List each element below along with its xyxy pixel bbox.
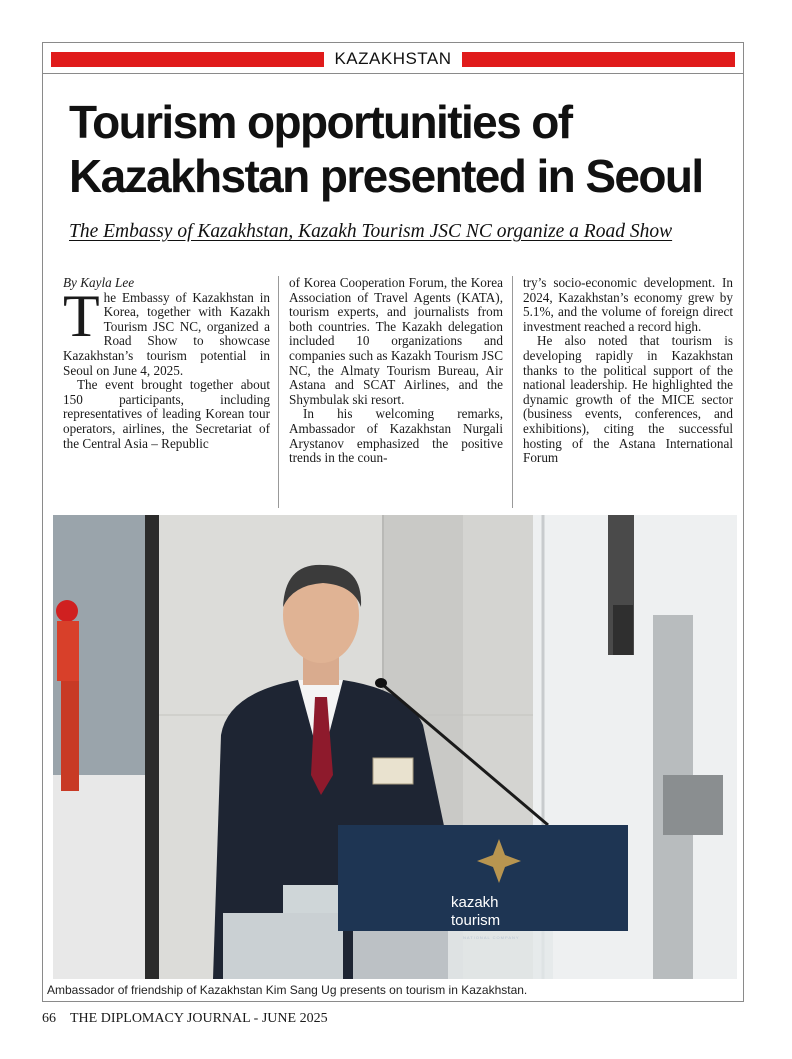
paragraph-4: In his welcoming remarks, Ambassador of Kazakhstan Nurgali Arystanov emphasized the positive trends in the coun- bbox=[289, 406, 503, 466]
paragraph-1-text: he Embassy of Kazakhstan in Korea, together with Kazakh Tourism JSC NC, organized a Road Show to showcase Kazakhstan’s tourism potential in Seoul on June 4, 2025. bbox=[63, 289, 270, 378]
skier-body bbox=[57, 621, 79, 681]
headline-line-1: Tourism opportunities of bbox=[69, 96, 572, 148]
section-header bbox=[51, 49, 735, 69]
glass-lectern bbox=[223, 913, 343, 979]
podium-glass bbox=[353, 931, 553, 979]
microphone-head bbox=[375, 678, 387, 688]
headline bbox=[69, 95, 739, 203]
section-bar-left bbox=[51, 52, 324, 67]
skier-helmet bbox=[56, 600, 78, 622]
paragraph-3: of Korea Cooperation Forum, the Korea Association of Travel Agents (KATA), tourism experts, and journalists from both countries. The Kazakh delegation included 10 organizations and companies such as Kazakh Tourism JSC NC, the Almaty Tourism Bureau, Air Astana and SCAT Airlines, and the Shymbulak ski resort. bbox=[289, 276, 503, 407]
publication-name: THE DIPLOMACY JOURNAL - JUNE 2025 bbox=[70, 1011, 328, 1026]
paragraph-6: He also noted that tourism is developing rapidly in Kazakhstan thanks to the political support of the national leadership. He highlighted the dynamic growth of the MICE sector (business events, conferences, and exhibitions), citing the successful hosting of the Astana International Forum bbox=[523, 333, 733, 466]
podium-brand-2: tourism bbox=[451, 912, 501, 929]
page-number: 66 bbox=[42, 1011, 56, 1026]
skier-legs bbox=[61, 681, 79, 791]
podium-brand-sub: NATIONAL COMPANY bbox=[463, 935, 520, 940]
paragraph-5: try’s socio-economic development. In 2024, Kazakhstan’s economy grew by 5.1%, and the volume of foreign direct investment reached a record high. bbox=[523, 276, 733, 334]
article-body bbox=[53, 276, 737, 508]
article-photo bbox=[53, 515, 737, 979]
column-3 bbox=[512, 276, 737, 508]
banner-snow bbox=[53, 775, 145, 979]
page-footer bbox=[42, 1011, 328, 1027]
headline-line-2: Kazakhstan presented in Seoul bbox=[69, 150, 703, 202]
window-bracket-1 bbox=[613, 605, 633, 655]
column-1 bbox=[53, 276, 274, 508]
column-2 bbox=[278, 276, 508, 508]
name-badge bbox=[373, 758, 413, 784]
byline: By Kayla Lee bbox=[63, 276, 135, 290]
subheadline: The Embassy of Kazakhstan, Kazakh Tourism JSC NC organize a Road Show bbox=[69, 221, 673, 242]
podium-brand-1: kazakh bbox=[451, 894, 499, 911]
section-bar-right bbox=[462, 52, 735, 67]
photo-illustration bbox=[53, 515, 737, 979]
photo-caption: Ambassador of friendship of Kazakhstan Kim Sang Ug presents on tourism in Kazakhstan. bbox=[47, 983, 528, 997]
glass-object bbox=[283, 885, 343, 913]
drop-cap: T bbox=[63, 282, 100, 349]
section-label: KAZAKHSTAN bbox=[334, 49, 452, 68]
window-unit bbox=[663, 775, 723, 835]
paragraph-2: The event brought together about 150 participants, including representatives of leading Korean tour operators, airlines, the Secretariat of the Central Asia – Republic bbox=[63, 377, 270, 451]
banner-stand bbox=[145, 515, 159, 979]
article-frame bbox=[42, 42, 744, 1002]
header-rule bbox=[43, 73, 743, 74]
